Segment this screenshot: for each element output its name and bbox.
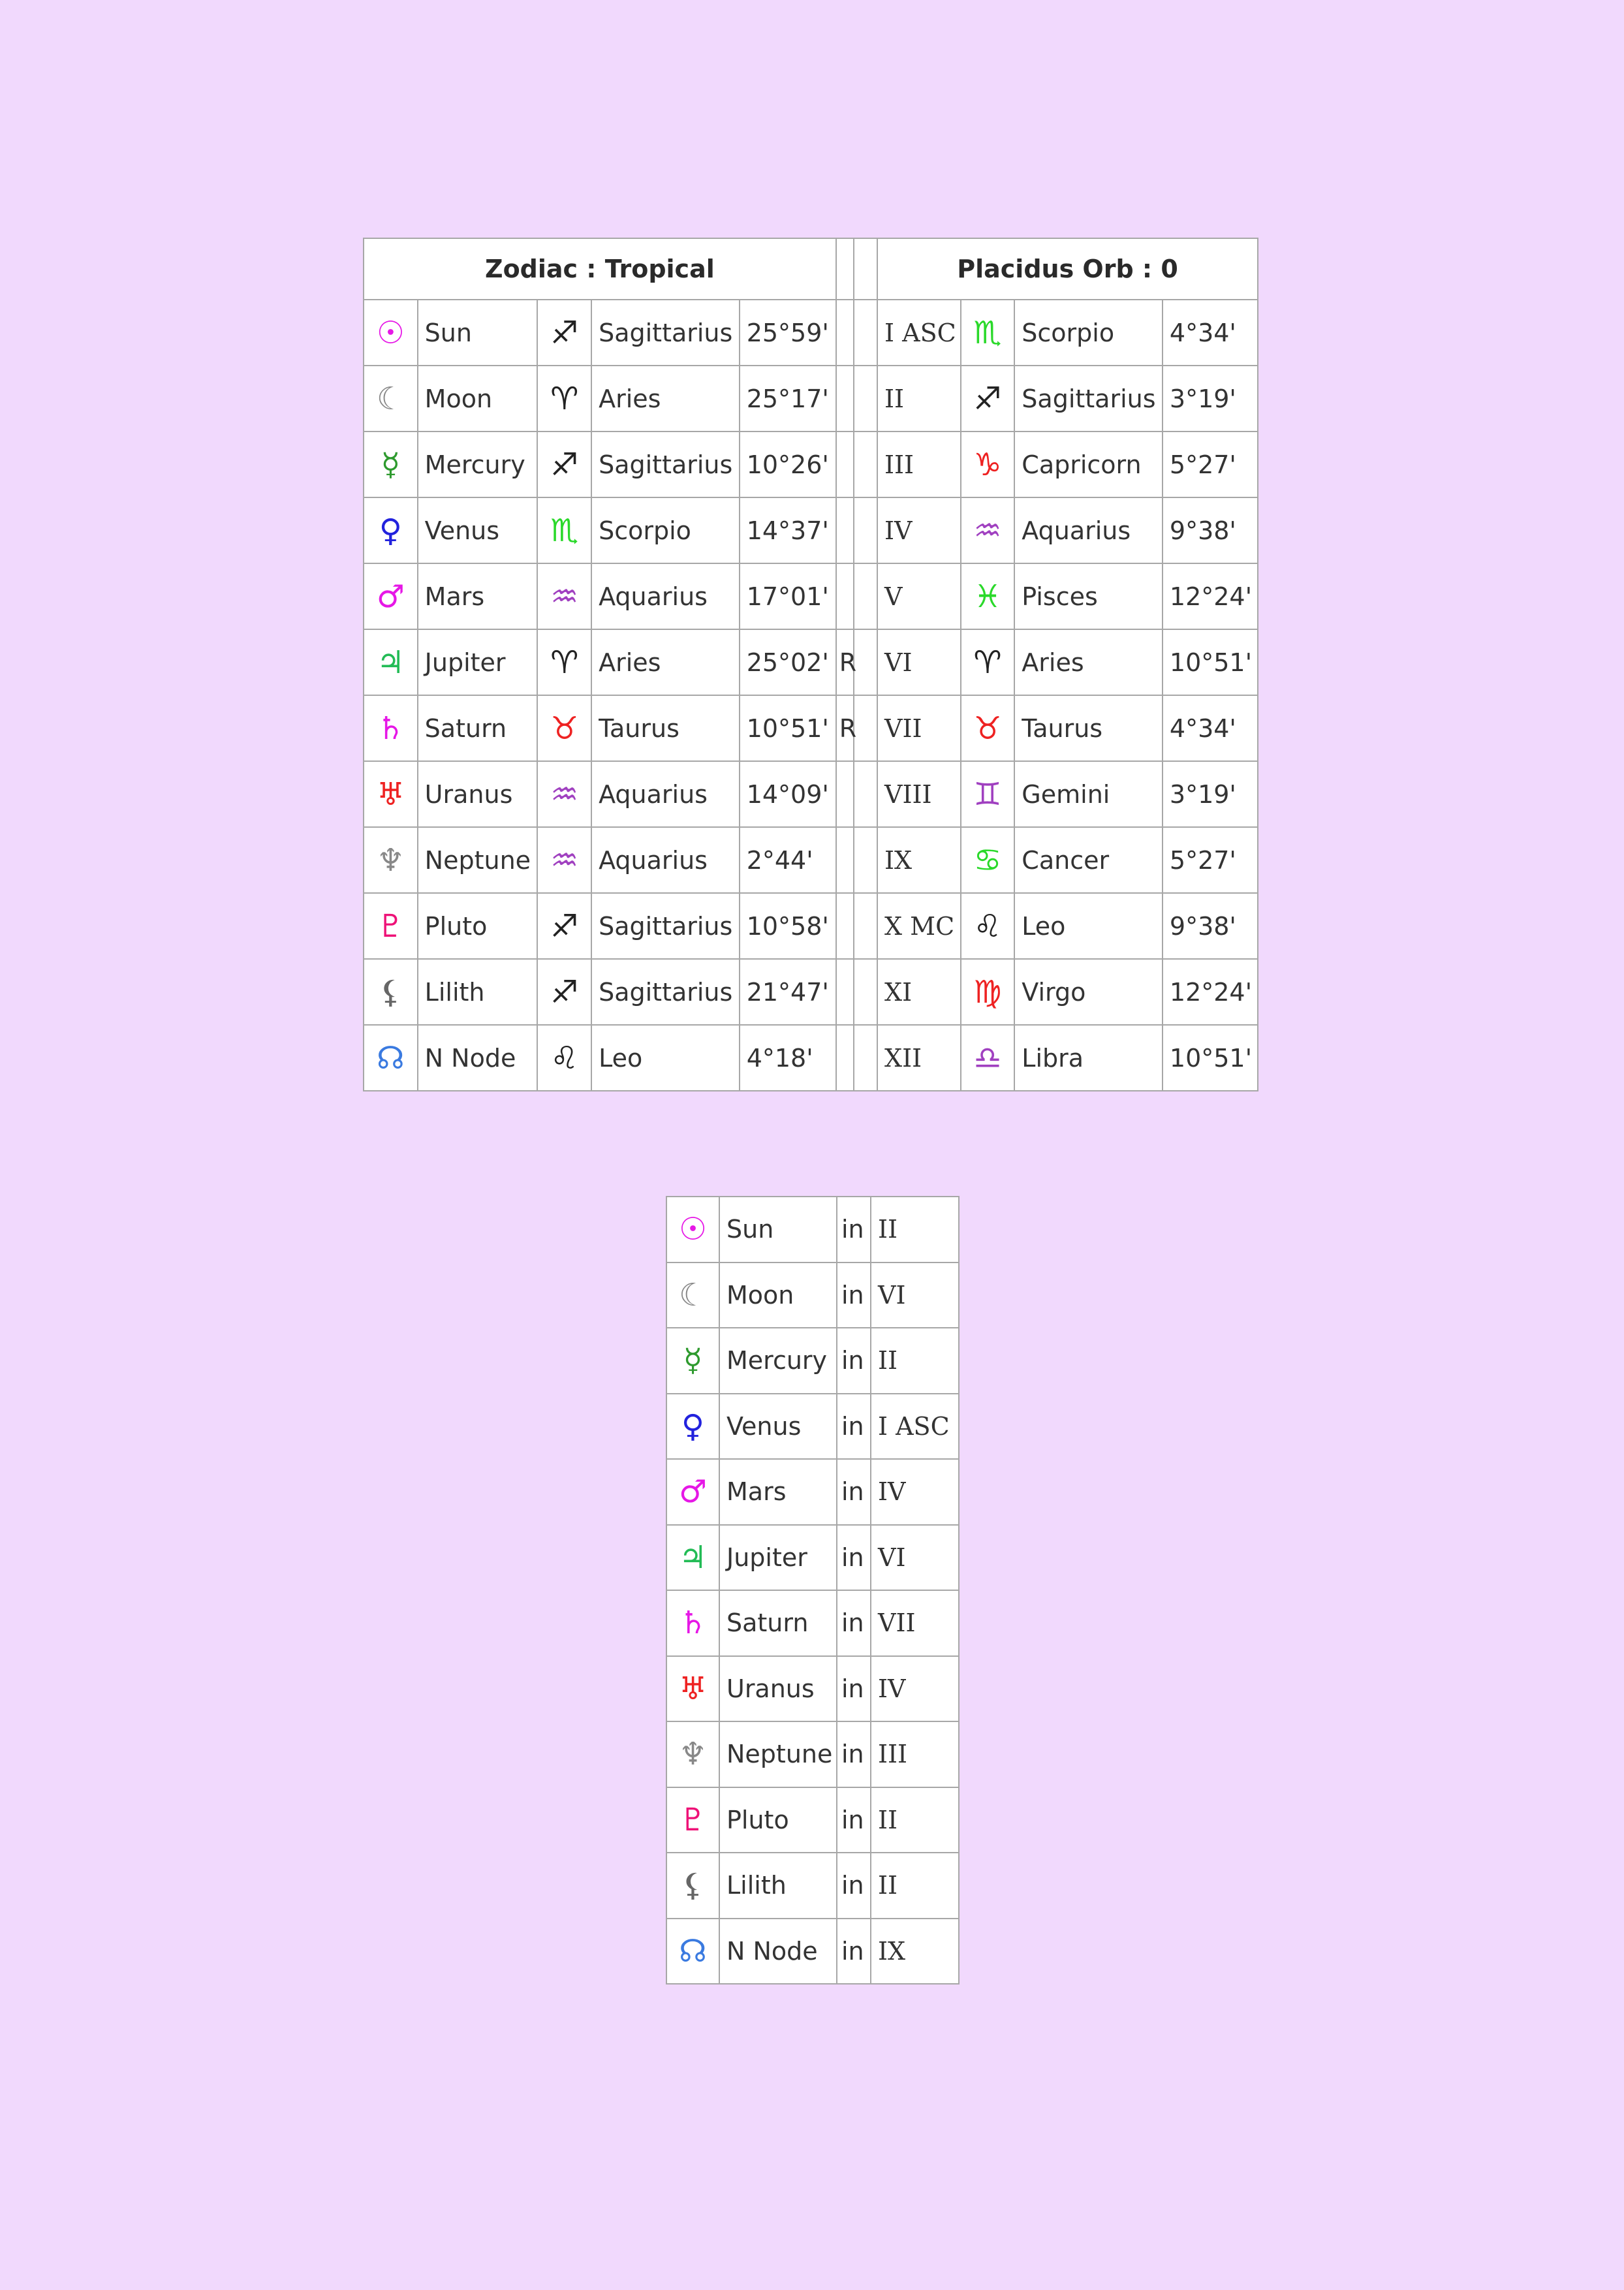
sagittarius-icon: ♐: [973, 380, 1002, 417]
planet-degree: 10°26': [740, 431, 836, 497]
mercury-icon: ☿: [683, 1342, 703, 1379]
pluto-icon-cell: [364, 893, 418, 959]
planet-name: Pluto: [418, 893, 538, 959]
scorpio-icon-cell: [961, 300, 1015, 366]
planet-house-row: [666, 1787, 959, 1853]
sagittarius-icon-cell: [537, 893, 591, 959]
taurus-icon-cell: [961, 695, 1015, 761]
house-label: VI: [871, 1263, 959, 1328]
planet-name: Jupiter: [418, 629, 538, 695]
aries-icon: ♈: [550, 644, 579, 681]
venus-icon-cell: [364, 497, 418, 563]
sign-name: Aquarius: [591, 563, 740, 629]
sign-name: Aquarius: [591, 827, 740, 893]
in-label: in: [837, 1459, 871, 1525]
planet-degree: 4°18': [740, 1025, 836, 1091]
column-spacer: [854, 827, 877, 893]
aquarius-icon-cell: [537, 761, 591, 827]
aries-icon-cell: [961, 629, 1015, 695]
planet-house-row: [666, 1721, 959, 1787]
mars-icon: ♂: [376, 578, 405, 615]
house-sign-name: Scorpio: [1014, 300, 1163, 366]
mercury-icon-cell: [666, 1328, 719, 1394]
house-label: VII: [877, 695, 961, 761]
planet-degree: 14°37': [740, 497, 836, 563]
house-label: IX: [871, 1919, 959, 1984]
neptune-icon: ♆: [376, 841, 405, 879]
scorpio-icon: ♏: [550, 512, 579, 549]
retrograde-marker: [836, 959, 854, 1025]
house-label: I ASC: [877, 300, 961, 366]
house-sign-name: Pisces: [1014, 563, 1163, 629]
sagittarius-icon-cell: [537, 959, 591, 1025]
zodiac-header: Zodiac : Tropical: [364, 238, 836, 300]
uranus-icon: ♅: [678, 1670, 708, 1707]
planet-degree: 25°02': [740, 629, 836, 695]
libra-icon: ♎: [973, 1039, 1002, 1076]
planet-row: [364, 431, 1258, 497]
venus-icon-cell: [666, 1394, 719, 1460]
in-label: in: [837, 1525, 871, 1591]
mars-icon-cell: [666, 1459, 719, 1525]
planet-degree: 25°59': [740, 300, 836, 366]
in-label: in: [837, 1328, 871, 1394]
aquarius-icon: ♒: [550, 776, 579, 813]
house-degree: 3°19': [1163, 761, 1258, 827]
planet-degree: 10°58': [740, 893, 836, 959]
retrograde-marker: [836, 300, 854, 366]
aquarius-icon-cell: [537, 827, 591, 893]
gemini-icon-cell: [961, 761, 1015, 827]
house-degree: 4°34': [1163, 300, 1258, 366]
house-sign-name: Virgo: [1014, 959, 1163, 1025]
sign-name: Taurus: [591, 695, 740, 761]
north-node-icon: ☊: [679, 1932, 707, 1969]
aries-icon-cell: [537, 629, 591, 695]
house-degree: 10°51': [1163, 629, 1258, 695]
saturn-icon: ♄: [376, 710, 405, 747]
planet-row: [364, 563, 1258, 629]
planet-name: Venus: [418, 497, 538, 563]
planet-degree: 21°47': [740, 959, 836, 1025]
house-sign-name: Sagittarius: [1014, 366, 1163, 431]
column-spacer: [854, 563, 877, 629]
sun-icon: ☉: [376, 314, 405, 351]
retrograde-marker: [836, 1025, 854, 1091]
house-degree: 12°24': [1163, 959, 1258, 1025]
virgo-icon-cell: [961, 959, 1015, 1025]
planet-house-row: [666, 1197, 959, 1263]
house-degree: 3°19': [1163, 366, 1258, 431]
column-spacer: [854, 959, 877, 1025]
moon-icon: ☾: [376, 380, 405, 417]
sun-icon-cell: [364, 300, 418, 366]
pluto-icon: ♇: [376, 907, 405, 945]
house-sign-name: Libra: [1014, 1025, 1163, 1091]
retrograde-marker: R: [836, 629, 854, 695]
planet-degree: 25°17': [740, 366, 836, 431]
north-node-icon-cell: [666, 1919, 719, 1984]
planet-name: Jupiter: [719, 1525, 837, 1591]
in-label: in: [837, 1590, 871, 1656]
sign-name: Aries: [591, 629, 740, 695]
planet-row: [364, 629, 1258, 695]
leo-icon-cell: [537, 1025, 591, 1091]
house-sign-name: Cancer: [1014, 827, 1163, 893]
sagittarius-icon: ♐: [550, 446, 579, 483]
sign-name: Aquarius: [591, 761, 740, 827]
in-label: in: [837, 1919, 871, 1984]
jupiter-icon: ♃: [376, 644, 405, 681]
planet-name: Neptune: [719, 1721, 837, 1787]
planet-row: [364, 695, 1258, 761]
house-label: VI: [871, 1525, 959, 1591]
neptune-icon: ♆: [678, 1736, 708, 1773]
planet-name: Saturn: [719, 1590, 837, 1656]
planet-name: Venus: [719, 1394, 837, 1460]
uranus-icon-cell: [666, 1656, 719, 1722]
house-label: X MC: [877, 893, 961, 959]
saturn-icon-cell: [364, 695, 418, 761]
planet-name: Uranus: [719, 1656, 837, 1722]
neptune-icon-cell: [364, 827, 418, 893]
lilith-icon: ⚸: [681, 1867, 705, 1904]
house-label: XII: [877, 1025, 961, 1091]
sign-name: Leo: [591, 1025, 740, 1091]
column-spacer: [854, 695, 877, 761]
planet-house-row: [666, 1394, 959, 1460]
column-spacer: [854, 366, 877, 431]
planet-name: Pluto: [719, 1787, 837, 1853]
aquarius-icon-cell: [537, 563, 591, 629]
column-spacer: [854, 300, 877, 366]
moon-icon-cell: [364, 366, 418, 431]
house-label: II: [877, 366, 961, 431]
sun-icon: ☉: [678, 1211, 708, 1248]
planet-house-row: [666, 1525, 959, 1591]
retrograde-marker: [836, 563, 854, 629]
sign-name: Sagittarius: [591, 959, 740, 1025]
sagittarius-icon: ♐: [550, 907, 579, 945]
aries-icon-cell: [537, 366, 591, 431]
saturn-icon-cell: [666, 1590, 719, 1656]
aquarius-icon: ♒: [973, 512, 1002, 549]
aquarius-icon: ♒: [550, 578, 579, 615]
planet-name: Neptune: [418, 827, 538, 893]
mercury-icon: ☿: [381, 446, 401, 483]
planet-house-row: [666, 1919, 959, 1984]
venus-icon: ♀: [681, 1407, 705, 1445]
moon-icon: ☾: [678, 1276, 708, 1313]
planet-name: Moon: [418, 366, 538, 431]
retrograde-marker: [836, 893, 854, 959]
planet-name: Sun: [719, 1197, 837, 1263]
house-label: II: [871, 1328, 959, 1394]
lilith-icon: ⚸: [379, 973, 402, 1011]
in-label: in: [837, 1853, 871, 1919]
planet-name: Moon: [719, 1263, 837, 1328]
in-label: in: [837, 1721, 871, 1787]
house-degree: 5°27': [1163, 431, 1258, 497]
in-label: in: [837, 1656, 871, 1722]
mars-icon: ♂: [678, 1473, 708, 1511]
planet-row: [364, 827, 1258, 893]
planet-row: [364, 893, 1258, 959]
planet-name: Uranus: [418, 761, 538, 827]
lilith-icon-cell: [364, 959, 418, 1025]
houses-system-header: Placidus Orb : 0: [877, 238, 1258, 300]
sagittarius-icon: ♐: [550, 973, 579, 1011]
column-spacer: [854, 629, 877, 695]
pluto-icon: ♇: [678, 1801, 708, 1838]
pisces-icon: ♓: [973, 578, 1002, 615]
neptune-icon-cell: [666, 1721, 719, 1787]
scorpio-icon-cell: [537, 497, 591, 563]
house-label: IV: [871, 1459, 959, 1525]
column-spacer: [854, 893, 877, 959]
house-degree: 5°27': [1163, 827, 1258, 893]
sign-name: Scorpio: [591, 497, 740, 563]
planet-name: N Node: [418, 1025, 538, 1091]
uranus-icon-cell: [364, 761, 418, 827]
planet-degree: 14°09': [740, 761, 836, 827]
planet-name: Mercury: [418, 431, 538, 497]
jupiter-icon-cell: [364, 629, 418, 695]
planet-row: [364, 497, 1258, 563]
jupiter-icon: ♃: [678, 1539, 708, 1576]
libra-icon-cell: [961, 1025, 1015, 1091]
planet-degree: 17°01': [740, 563, 836, 629]
house-degree: 12°24': [1163, 563, 1258, 629]
planet-row: [364, 366, 1258, 431]
lilith-icon-cell: [666, 1853, 719, 1919]
aquarius-icon-cell: [961, 497, 1015, 563]
capricorn-icon-cell: [961, 431, 1015, 497]
planet-name: Saturn: [418, 695, 538, 761]
house-label: IV: [877, 497, 961, 563]
north-node-icon-cell: [364, 1025, 418, 1091]
planet-house-row: [666, 1263, 959, 1328]
retrograde-marker: [836, 431, 854, 497]
house-label: XI: [877, 959, 961, 1025]
in-label: in: [837, 1263, 871, 1328]
sign-name: Sagittarius: [591, 431, 740, 497]
house-label: II: [871, 1853, 959, 1919]
planets-in-houses-table: [666, 1196, 960, 1984]
leo-icon-cell: [961, 893, 1015, 959]
house-degree: 4°34': [1163, 695, 1258, 761]
aquarius-icon: ♒: [550, 841, 579, 879]
column-spacer: [854, 761, 877, 827]
planet-positions-table: [363, 238, 1258, 1091]
taurus-icon-cell: [537, 695, 591, 761]
mercury-icon-cell: [364, 431, 418, 497]
house-label: IX: [877, 827, 961, 893]
house-degree: 10°51': [1163, 1025, 1258, 1091]
house-label: V: [877, 563, 961, 629]
house-sign-name: Taurus: [1014, 695, 1163, 761]
cancer-icon: ♋: [973, 841, 1002, 879]
sign-name: Sagittarius: [591, 300, 740, 366]
retrograde-marker: [836, 827, 854, 893]
in-label: in: [837, 1394, 871, 1460]
sun-icon-cell: [666, 1197, 719, 1263]
retrograde-marker: [836, 761, 854, 827]
gemini-icon: ♊: [973, 776, 1002, 813]
planet-house-row: [666, 1656, 959, 1722]
house-sign-name: Capricorn: [1014, 431, 1163, 497]
in-label: in: [837, 1787, 871, 1853]
retrograde-marker: R: [836, 695, 854, 761]
house-label: III: [877, 431, 961, 497]
aries-icon: ♈: [973, 644, 1002, 681]
planet-name: Sun: [418, 300, 538, 366]
sign-name: Aries: [591, 366, 740, 431]
header-spacer: [854, 238, 877, 300]
planet-row: [364, 1025, 1258, 1091]
house-sign-name: Gemini: [1014, 761, 1163, 827]
pluto-icon-cell: [666, 1787, 719, 1853]
planet-name: Mars: [418, 563, 538, 629]
leo-icon: ♌: [973, 907, 1002, 945]
planet-name: Mars: [719, 1459, 837, 1525]
planet-house-row: [666, 1328, 959, 1394]
saturn-icon: ♄: [678, 1605, 708, 1642]
taurus-icon: ♉: [550, 710, 579, 747]
pisces-icon-cell: [961, 563, 1015, 629]
cancer-icon-cell: [961, 827, 1015, 893]
taurus-icon: ♉: [973, 710, 1002, 747]
uranus-icon: ♅: [376, 776, 405, 813]
sagittarius-icon: ♐: [550, 314, 579, 351]
planet-name: Lilith: [418, 959, 538, 1025]
planet-row: [364, 300, 1258, 366]
aries-icon: ♈: [550, 380, 579, 417]
sagittarius-icon-cell: [961, 366, 1015, 431]
retrograde-marker: [836, 497, 854, 563]
column-spacer: [854, 1025, 877, 1091]
house-sign-name: Aquarius: [1014, 497, 1163, 563]
planet-row: [364, 761, 1258, 827]
house-label: VIII: [877, 761, 961, 827]
venus-icon: ♀: [379, 512, 402, 549]
capricorn-icon: ♑: [973, 446, 1002, 483]
house-label: VII: [871, 1590, 959, 1656]
header-spacer: [836, 238, 854, 300]
retrograde-marker: [836, 366, 854, 431]
planet-name: N Node: [719, 1919, 837, 1984]
jupiter-icon-cell: [666, 1525, 719, 1591]
house-sign-name: Leo: [1014, 893, 1163, 959]
planet-row: [364, 959, 1258, 1025]
house-degree: 9°38': [1163, 893, 1258, 959]
column-spacer: [854, 497, 877, 563]
planet-house-row: [666, 1459, 959, 1525]
sagittarius-icon-cell: [537, 300, 591, 366]
planet-name: Lilith: [719, 1853, 837, 1919]
house-label: VI: [877, 629, 961, 695]
planet-degree: 2°44': [740, 827, 836, 893]
house-label: II: [871, 1197, 959, 1263]
house-degree: 9°38': [1163, 497, 1258, 563]
scorpio-icon: ♏: [973, 314, 1002, 351]
moon-icon-cell: [666, 1263, 719, 1328]
planet-house-row: [666, 1590, 959, 1656]
sign-name: Sagittarius: [591, 893, 740, 959]
north-node-icon: ☊: [377, 1039, 405, 1076]
house-label: I ASC: [871, 1394, 959, 1460]
house-sign-name: Aries: [1014, 629, 1163, 695]
planet-house-row: [666, 1853, 959, 1919]
column-spacer: [854, 431, 877, 497]
house-label: II: [871, 1787, 959, 1853]
planet-degree: 10°51': [740, 695, 836, 761]
house-label: III: [871, 1721, 959, 1787]
sagittarius-icon-cell: [537, 431, 591, 497]
mars-icon-cell: [364, 563, 418, 629]
in-label: in: [837, 1197, 871, 1263]
leo-icon: ♌: [550, 1039, 579, 1076]
virgo-icon: ♍: [973, 973, 1002, 1011]
planet-name: Mercury: [719, 1328, 837, 1394]
house-label: IV: [871, 1656, 959, 1722]
